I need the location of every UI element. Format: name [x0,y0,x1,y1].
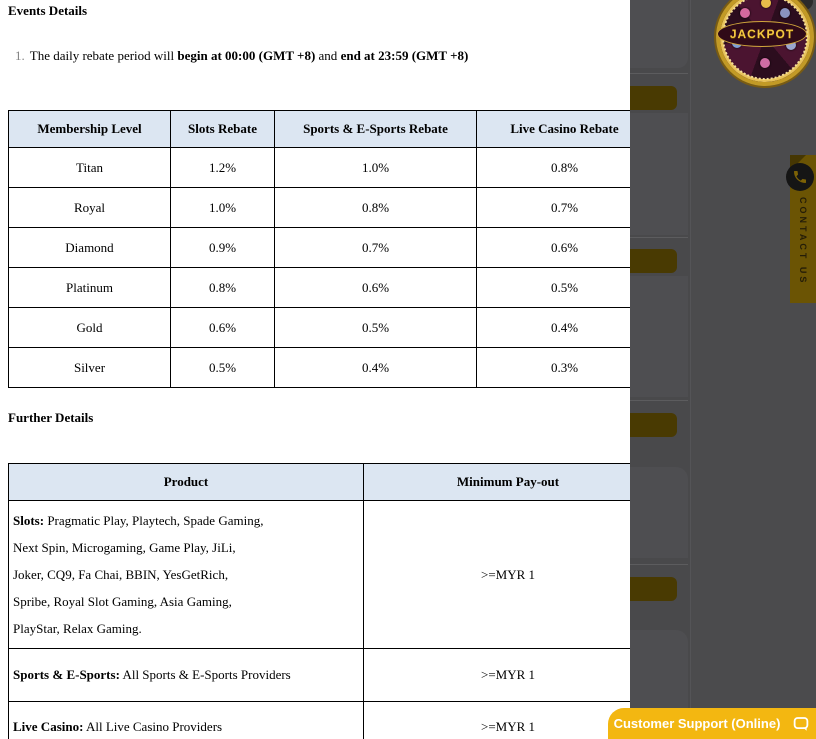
table-row [9,228,631,268]
cell-level: Titan [9,148,171,188]
slots-line-1: Pragmatic Play, Playtech, Spade Gaming, [44,513,264,528]
rule-text-middle: and [315,48,341,63]
slots-label: Slots: [13,513,45,528]
cell-slots: 0.6% [171,308,275,348]
cell-slots-payout: >=MYR 1 [364,501,631,649]
coin-icon [761,0,771,8]
table-row-live-casino [9,702,631,739]
cell-live: 0.4% [477,308,631,348]
cell-live-providers [9,702,364,739]
cell-level: Silver [9,348,171,388]
cell-sports: 0.5% [275,308,477,348]
rebate-table-header-row [9,111,631,148]
dimmed-promo-list-panel [630,0,691,739]
cell-sports: 0.4% [275,348,477,388]
cell-sports-providers [9,649,364,702]
col-product: Product [9,464,364,501]
rule-bold-end: end at 23:59 (GMT +8) [340,48,469,63]
table-row-slots [9,501,631,649]
promo-card [630,0,688,68]
promo-card [630,113,688,235]
promo-claim-button-2[interactable] [630,249,677,273]
jackpot-banner [717,21,807,47]
divider [630,564,688,565]
cell-live: 0.8% [477,148,631,188]
slots-line-3: Joker, CQ9, Fa Chai, BBIN, YesGetRich, [13,567,229,582]
live-label: Live Casino: [13,719,84,734]
rule-text-before: The daily rebate period will [29,48,178,63]
slots-line-5: PlayStar, Relax Gaming. [13,621,142,636]
dimmed-background [630,0,816,739]
table-row [9,348,631,388]
contact-us-label: CONTACT US [798,197,808,286]
live-text: All Live Casino Providers [83,719,223,734]
promo-card [630,276,688,397]
customer-support-label: Customer Support (Online) [613,716,781,731]
rebate-period-rule [15,48,468,64]
customer-support-button[interactable] [608,708,816,739]
col-sports-rebate: Sports & E-Sports Rebate [275,111,477,148]
table-row [9,148,631,188]
cell-sports: 0.8% [275,188,477,228]
slots-line-4: Spribe, Royal Slot Gaming, Asia Gaming, [13,594,232,609]
promo-claim-button-4[interactable] [630,577,677,601]
cell-live: 0.3% [477,348,631,388]
cell-slots: 0.5% [171,348,275,388]
cell-level: Royal [9,188,171,228]
phone-glyph [792,169,808,185]
slots-line-2: Next Spin, Microgaming, Game Play, JiLi, [13,540,236,555]
cell-live: 0.6% [477,228,631,268]
cell-sports-payout: >=MYR 1 [364,649,631,702]
table-row-sports [9,649,631,702]
payout-table-header-row [9,464,631,501]
rule-number: 1. [15,48,25,63]
divider [630,73,688,74]
chat-bubble-icon [792,715,810,733]
coin-icon [760,58,770,68]
whatsapp-icon[interactable] [786,163,814,191]
cell-slots: 0.8% [171,268,275,308]
payout-table [8,463,630,739]
coin-icon [780,8,790,18]
col-slots-rebate: Slots Rebate [171,111,275,148]
jackpot-label: JACKPOT [729,27,795,41]
cell-live: 0.5% [477,268,631,308]
rule-bold-begin: begin at 00:00 (GMT +8) [177,48,316,63]
table-row [9,268,631,308]
divider [630,400,688,401]
promo-card [630,467,688,558]
col-live-casino-rebate: Live Casino Rebate [477,111,631,148]
jackpot-wheel-widget[interactable] [716,0,814,86]
cell-level: Gold [9,308,171,348]
sports-text: All Sports & E-Sports Providers [119,667,291,682]
col-membership-level: Membership Level [9,111,171,148]
coin-icon [740,8,750,18]
events-details-title: Events Details [8,3,88,18]
cell-slots: 1.0% [171,188,275,228]
cell-level: Diamond [9,228,171,268]
cell-slots: 0.9% [171,228,275,268]
col-minimum-payout: Minimum Pay-out [364,464,631,501]
table-row [9,188,631,228]
rebate-table [8,110,630,388]
sports-label: Sports & E-Sports: [13,667,120,682]
cell-live: 0.7% [477,188,631,228]
promo-claim-button-1[interactable] [630,86,677,110]
cell-sports: 0.7% [275,228,477,268]
cell-sports: 1.0% [275,148,477,188]
divider [630,237,688,238]
cell-slots: 1.2% [171,148,275,188]
cell-slots-providers [9,501,364,649]
cell-live-payout: >=MYR 1 [364,702,631,739]
further-details-title: Further Details [8,410,94,425]
cell-sports: 0.6% [275,268,477,308]
promo-claim-button-3[interactable] [630,413,677,437]
cell-level: Platinum [9,268,171,308]
table-row [9,308,631,348]
